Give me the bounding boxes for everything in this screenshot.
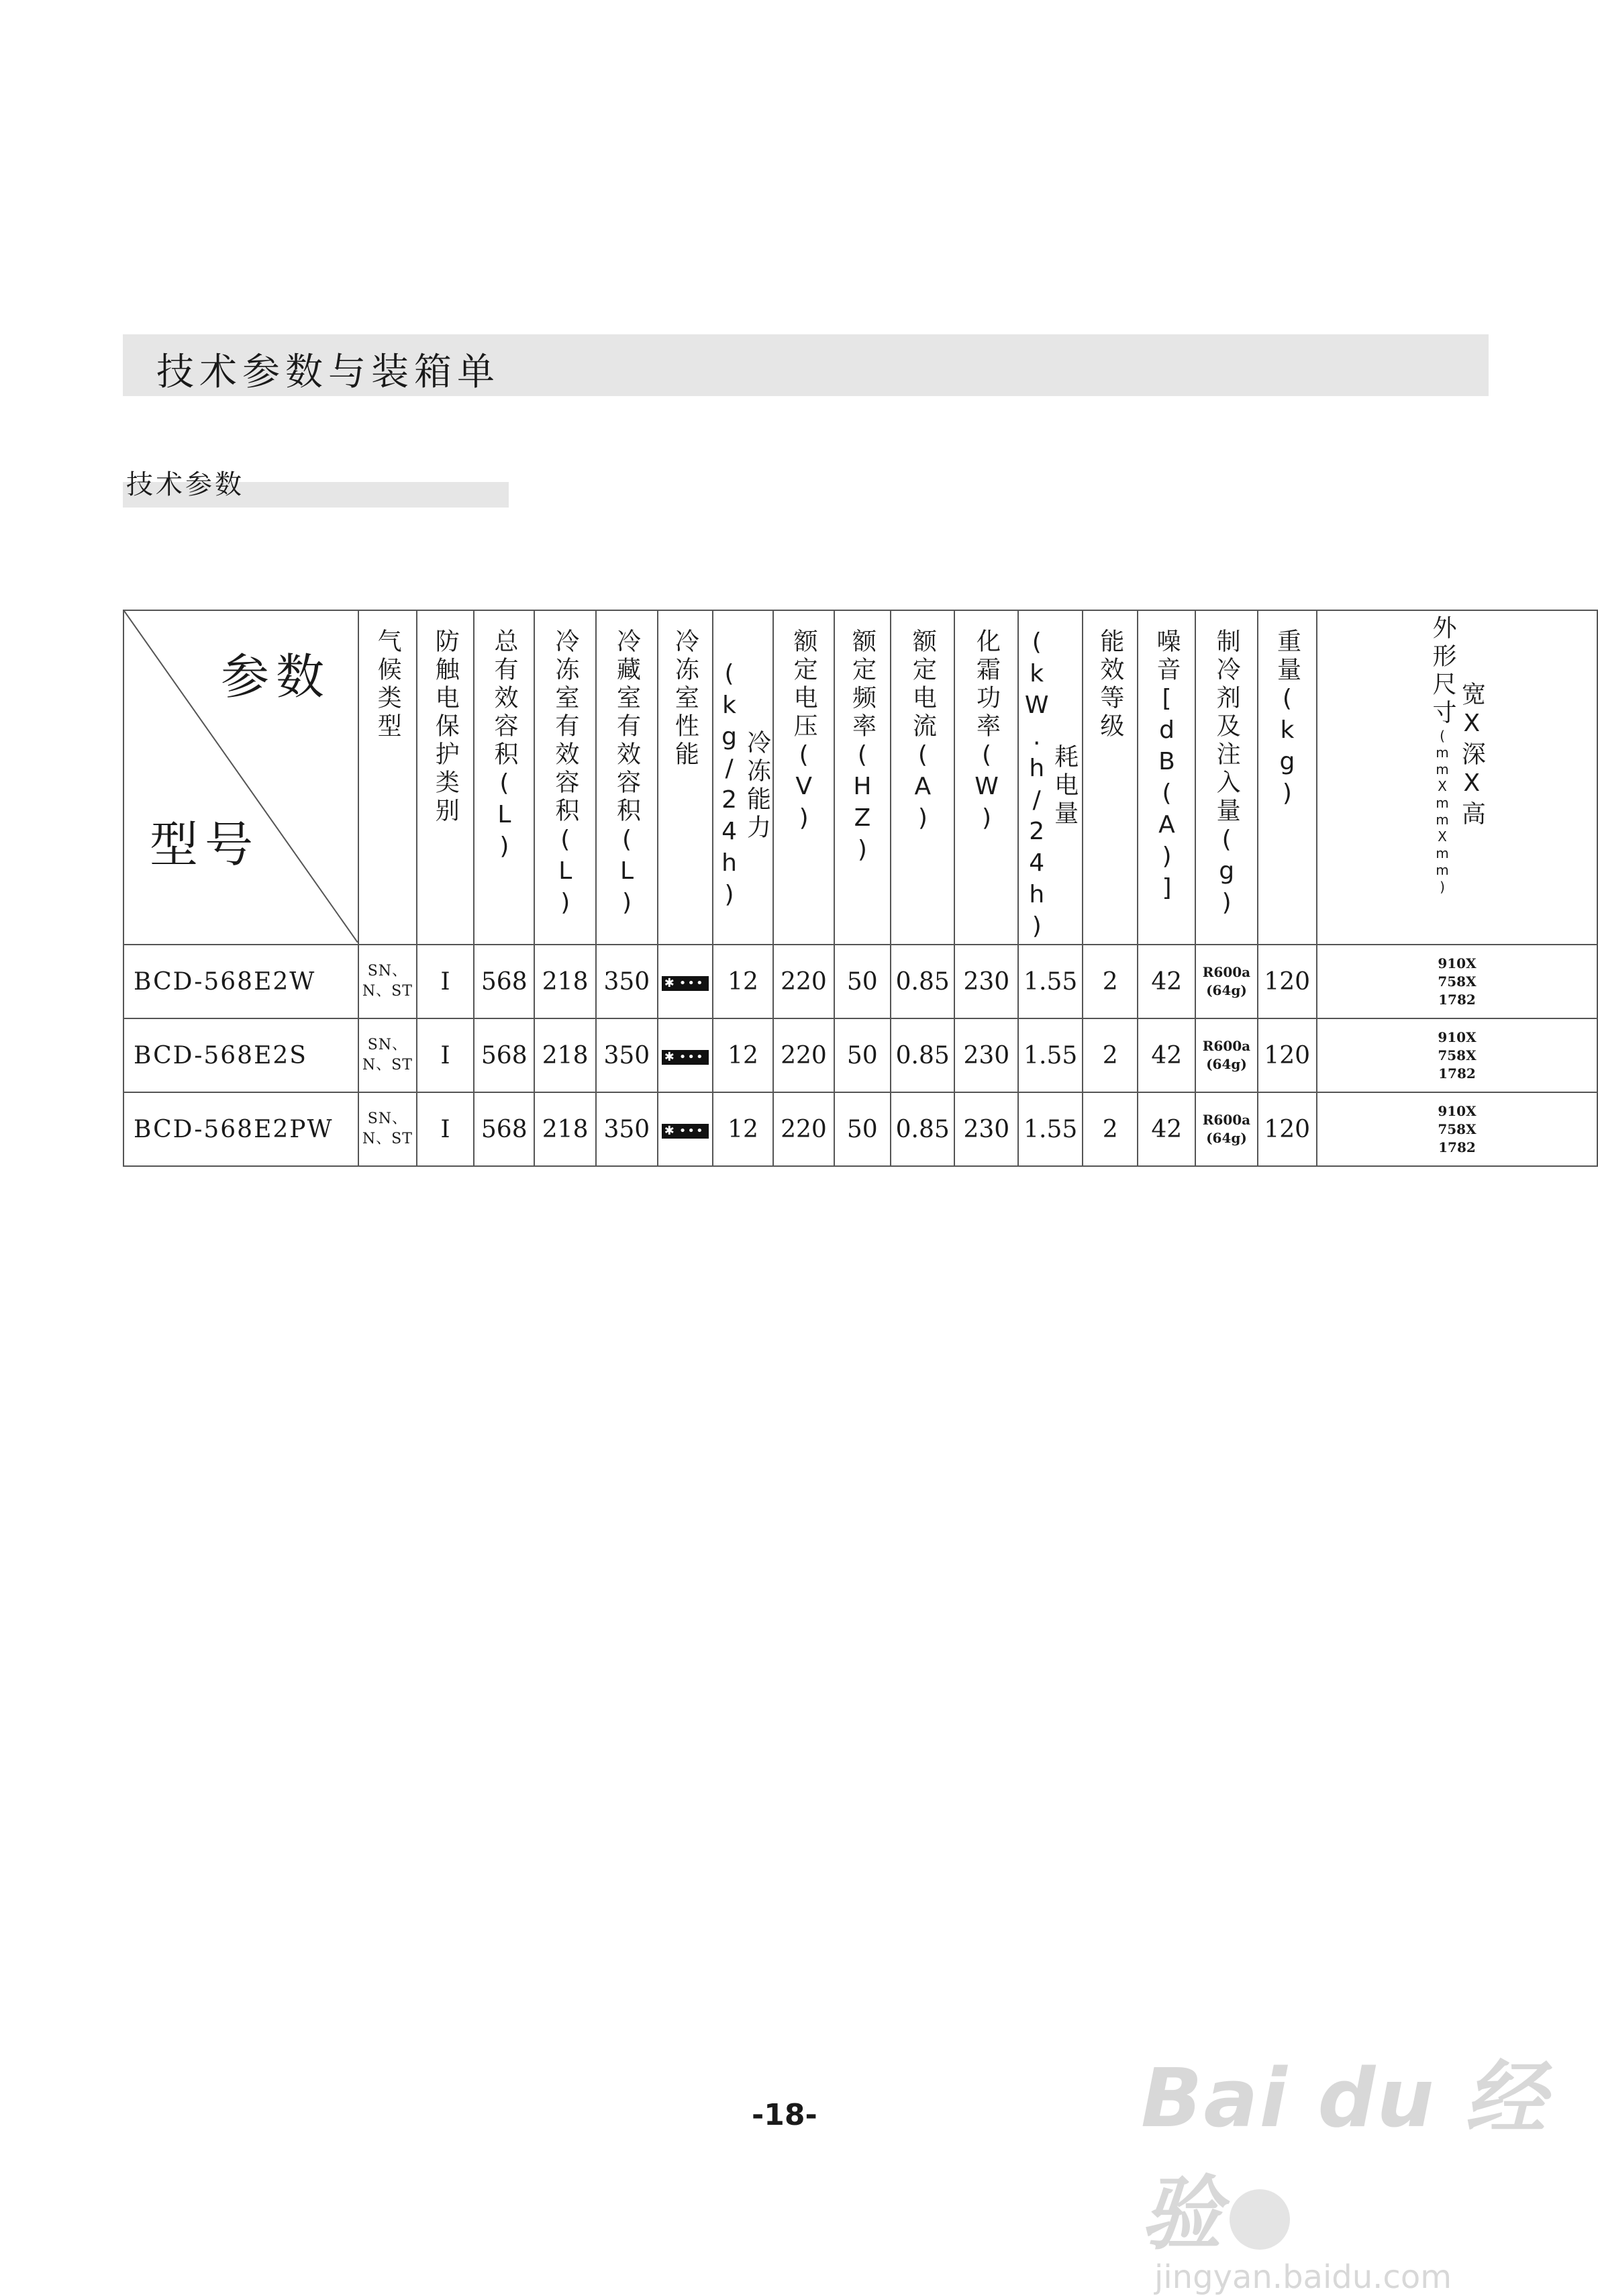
header-noise: 噪音[dB(A)] — [1138, 610, 1195, 945]
climate-cell: SN、 N、ST — [358, 945, 417, 1018]
paw-icon — [1230, 2189, 1290, 2250]
frequency-cell: 50 — [834, 1092, 891, 1166]
weight-cell: 120 — [1258, 945, 1317, 1018]
header-energy-grade: 能效等级 — [1083, 610, 1138, 945]
header-total-volume: 总有效容积(L) — [474, 610, 534, 945]
four-star-freezer-icon: ✱ ••• — [662, 976, 709, 991]
energy-cell: 1.55 — [1018, 1018, 1083, 1092]
header-dimensions: 宽X深X高 外形尺寸(mmXmmXmm) — [1317, 610, 1597, 945]
header-fridge-volume: 冷藏室有效容积(L) — [596, 610, 658, 945]
capacity-cell: 12 — [713, 945, 774, 1018]
noise-cell: 42 — [1138, 945, 1195, 1018]
model-cell: BCD-568E2PW — [123, 1092, 358, 1166]
section-title: 技术参数与装箱单 — [156, 350, 500, 394]
header-freezer-volume: 冷冻室有效容积(L) — [534, 610, 596, 945]
refrigerant-cell: R600a (64g) — [1195, 1018, 1257, 1092]
defrost-cell: 230 — [954, 1018, 1018, 1092]
table-row — [123, 1092, 1597, 1166]
defrost-cell: 230 — [954, 945, 1018, 1018]
watermark-brand: Bai du 经验 — [1141, 2052, 1547, 2261]
header-weight: 重量(kg) — [1258, 610, 1317, 945]
energy-cell: 1.55 — [1018, 945, 1083, 1018]
corner-cell — [123, 610, 358, 945]
section-header-bar — [123, 334, 1489, 396]
corner-model-label: 型号 — [150, 816, 260, 873]
header-freezing-capacity: 冷冻能力(kg/24h) — [713, 610, 774, 945]
total-volume-cell: 568 — [474, 1018, 534, 1092]
subsection-title: 技术参数 — [126, 469, 244, 500]
climate-cell: SN、 N、ST — [358, 1018, 417, 1092]
voltage-cell: 220 — [773, 1018, 834, 1092]
header-rated-frequency: 额定频率(HZ) — [834, 610, 891, 945]
frequency-cell: 50 — [834, 1018, 891, 1092]
climate-cell: SN、 N、ST — [358, 1092, 417, 1166]
weight-cell: 120 — [1258, 1092, 1317, 1166]
watermark-url: jingyan.baidu.com — [1154, 2258, 1452, 2296]
model-cell: BCD-568E2S — [123, 1018, 358, 1092]
header-rated-voltage: 额定电压(V) — [773, 610, 834, 945]
header-protection: 防触电保护类别 — [417, 610, 474, 945]
weight-cell: 120 — [1258, 1018, 1317, 1092]
freezer-rating-cell — [658, 1018, 713, 1092]
energy-cell: 1.55 — [1018, 1092, 1083, 1166]
model-cell: BCD-568E2W — [123, 945, 358, 1018]
dimensions-cell: 910X 758X 1782 — [1317, 1092, 1597, 1166]
table-row — [123, 945, 1597, 1018]
noise-cell: 42 — [1138, 1018, 1195, 1092]
freezer-volume-cell: 218 — [534, 945, 596, 1018]
total-volume-cell: 568 — [474, 945, 534, 1018]
watermark — [1141, 2034, 1598, 2296]
refrigerant-cell: R600a (64g) — [1195, 945, 1257, 1018]
freezer-rating-cell — [658, 945, 713, 1018]
grade-cell: 2 — [1083, 945, 1138, 1018]
voltage-cell: 220 — [773, 1092, 834, 1166]
current-cell: 0.85 — [891, 945, 954, 1018]
refrigerant-cell: R600a (64g) — [1195, 1092, 1257, 1166]
spec-table — [123, 610, 1598, 1167]
fridge-volume-cell: 350 — [596, 1018, 658, 1092]
dimensions-cell: 910X 758X 1782 — [1317, 1018, 1597, 1092]
protection-cell: I — [417, 1018, 474, 1092]
capacity-cell: 12 — [713, 1018, 774, 1092]
protection-cell: I — [417, 945, 474, 1018]
current-cell: 0.85 — [891, 1092, 954, 1166]
grade-cell: 2 — [1083, 1092, 1138, 1166]
corner-params-label: 参数 — [220, 649, 331, 705]
header-energy-consumption: 耗电量(kW.h/24h) — [1018, 610, 1083, 945]
protection-cell: I — [417, 1092, 474, 1166]
defrost-cell: 230 — [954, 1092, 1018, 1166]
voltage-cell: 220 — [773, 945, 834, 1018]
frequency-cell: 50 — [834, 945, 891, 1018]
header-defrost-power: 化霜功率(W) — [954, 610, 1018, 945]
page-number: -18- — [752, 2098, 817, 2132]
table-header-row — [123, 610, 1597, 945]
fridge-volume-cell: 350 — [596, 945, 658, 1018]
table-row — [123, 1018, 1597, 1092]
header-climate: 气候类型 — [358, 610, 417, 945]
freezer-volume-cell: 218 — [534, 1092, 596, 1166]
four-star-freezer-icon: ✱ ••• — [662, 1050, 709, 1065]
current-cell: 0.85 — [891, 1018, 954, 1092]
header-refrigerant: 制冷剂及注入量(g) — [1195, 610, 1257, 945]
total-volume-cell: 568 — [474, 1092, 534, 1166]
header-freezer-performance: 冷冻室性能 — [658, 610, 713, 945]
four-star-freezer-icon: ✱ ••• — [662, 1124, 709, 1139]
fridge-volume-cell: 350 — [596, 1092, 658, 1166]
dimensions-cell: 910X 758X 1782 — [1317, 945, 1597, 1018]
freezer-rating-cell — [658, 1092, 713, 1166]
grade-cell: 2 — [1083, 1018, 1138, 1092]
freezer-volume-cell: 218 — [534, 1018, 596, 1092]
noise-cell: 42 — [1138, 1092, 1195, 1166]
capacity-cell: 12 — [713, 1092, 774, 1166]
header-rated-current: 额定电流(A) — [891, 610, 954, 945]
